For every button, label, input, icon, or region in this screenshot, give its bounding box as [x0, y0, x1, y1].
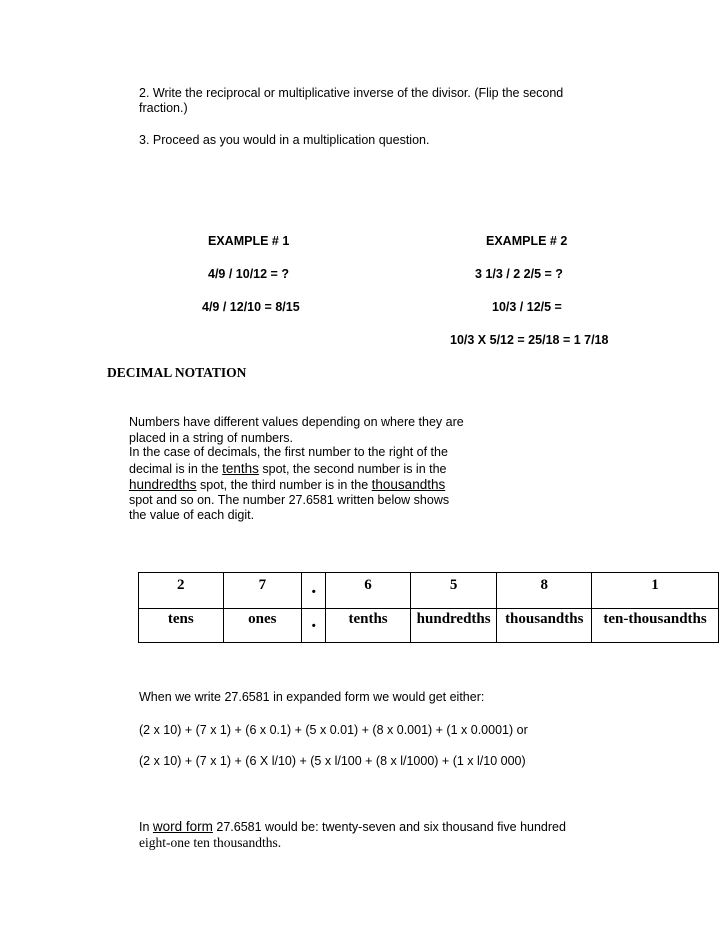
example-2-line-1: 3 1/3 / 2 2/5 = ? [475, 267, 563, 281]
word-form-line-1 [139, 819, 566, 834]
intro-text: decimal is in the [129, 462, 223, 476]
expanded-form-1: (2 x 10) + (7 x 1) + (6 x 0.1) + (5 x 0.01) + (8 x 0.001) + (1 x 0.0001) or [139, 723, 528, 737]
digit-cell: 2 [139, 573, 224, 609]
intro-line: In the case of decimals, the first number to the right of the [129, 445, 448, 459]
step-2-line-2: fraction.) [139, 101, 188, 115]
section-heading: DECIMAL NOTATION [107, 365, 247, 380]
hundredths-term: hundredths [129, 477, 197, 492]
example-2-title: EXAMPLE # 2 [486, 234, 568, 248]
place-names-row [139, 609, 719, 643]
word-form-prefix: In [139, 820, 153, 834]
place-name-cell: ten-thousandths [592, 609, 719, 643]
digit-cell: 8 [497, 573, 592, 609]
decimal-point-cell: . [302, 609, 326, 643]
example-2-line-2: 10/3 / 12/5 = [492, 300, 562, 314]
intro-text: spot, the second number is in the [258, 462, 447, 476]
word-form-term: word form [152, 819, 213, 834]
word-form-text: 27.6581 would be: twenty-seven and six thousand five hundred [212, 820, 566, 834]
place-name-cell: tenths [326, 609, 411, 643]
decimal-point-cell: . [302, 573, 326, 609]
example-1-title: EXAMPLE # 1 [208, 234, 290, 248]
word-form-line-2: eight-one ten thousandths. [139, 835, 282, 850]
intro-line: spot and so on. The number 27.6581 written below shows [129, 493, 450, 507]
example-1-line-1: 4/9 / 10/12 = ? [208, 267, 289, 281]
example-1-line-2: 4/9 / 12/10 = 8/15 [202, 300, 300, 314]
intro-line [129, 461, 447, 476]
intro-line: Numbers have different values depending on where they are [129, 415, 464, 429]
digit-cell: 1 [592, 573, 719, 609]
digit-cell: 5 [410, 573, 497, 609]
digit-cell: 7 [223, 573, 302, 609]
step-3: 3. Proceed as you would in a multiplication question. [139, 133, 430, 147]
expanded-intro: When we write 27.6581 in expanded form we would get either: [139, 690, 485, 704]
place-name-cell: tens [139, 609, 224, 643]
expanded-form-2: (2 x 10) + (7 x 1) + (6 X l/10) + (5 x l/100 + (8 x l/1000) + (1 x l/10 000) [139, 754, 526, 768]
tenths-term: tenths [222, 461, 259, 476]
intro-text: spot, the third number is in the [196, 478, 372, 492]
place-name-cell: ones [223, 609, 302, 643]
place-name-cell: hundredths [410, 609, 497, 643]
intro-line: the value of each digit. [129, 508, 255, 522]
digit-cell: 6 [326, 573, 411, 609]
intro-line [129, 477, 445, 492]
intro-line: placed in a string of numbers. [129, 431, 293, 445]
step-2-line-1: 2. Write the reciprocal or multiplicative inverse of the divisor. (Flip the second [139, 86, 564, 100]
place-name-cell: thousandths [497, 609, 592, 643]
place-value-table [138, 572, 719, 643]
example-2-line-3: 10/3 X 5/12 = 25/18 = 1 7/18 [450, 333, 609, 347]
thousandths-term: thousandths [371, 477, 446, 492]
digits-row [139, 573, 719, 609]
